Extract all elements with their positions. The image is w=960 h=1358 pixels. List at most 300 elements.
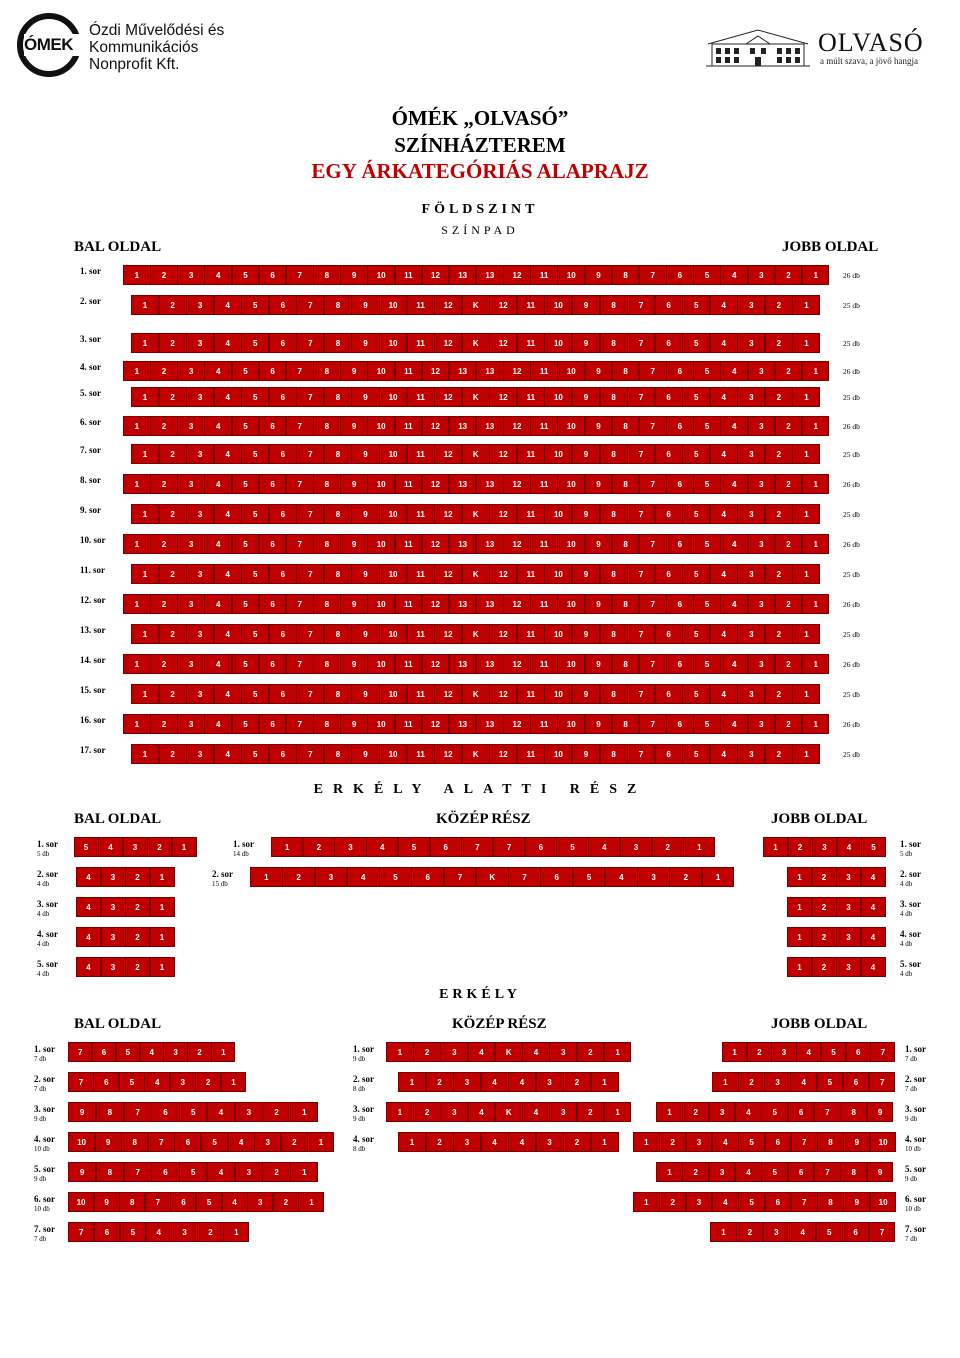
seat[interactable]: 7 [286, 265, 314, 285]
seat[interactable]: 10 [367, 654, 395, 674]
seat[interactable]: 3 [177, 654, 205, 674]
seat[interactable]: 2 [659, 1132, 686, 1152]
seat[interactable]: 12 [434, 744, 462, 764]
seat[interactable]: 13 [449, 474, 477, 494]
seat[interactable]: 12 [489, 444, 517, 464]
seat[interactable]: 13 [476, 265, 504, 285]
seat[interactable]: 3 [101, 897, 126, 917]
seat[interactable]: 7 [639, 714, 667, 734]
seat[interactable]: 1 [271, 837, 303, 857]
seat[interactable]: 5 [232, 416, 260, 436]
seat[interactable]: 8 [324, 504, 352, 524]
seat[interactable]: 10 [544, 624, 572, 644]
seat[interactable]: 4 [861, 957, 886, 977]
seat[interactable]: 6 [788, 1102, 815, 1122]
seat[interactable]: 2 [125, 867, 150, 887]
seat[interactable]: 5 [241, 504, 269, 524]
seat[interactable]: 4 [204, 594, 232, 614]
seat[interactable]: 7 [869, 1222, 896, 1242]
seat[interactable]: 6 [259, 534, 287, 554]
seat[interactable]: K [462, 387, 490, 407]
seat[interactable]: 1 [656, 1102, 683, 1122]
seat[interactable]: 1 [172, 837, 197, 857]
seat[interactable]: 13 [449, 534, 477, 554]
seat[interactable]: 5 [693, 714, 721, 734]
seat[interactable]: 6 [525, 837, 557, 857]
seat[interactable]: 13 [476, 534, 504, 554]
seat[interactable]: 1 [722, 1042, 747, 1062]
seat[interactable]: 8 [313, 534, 341, 554]
seat[interactable]: 3 [334, 837, 366, 857]
seat[interactable]: 13 [476, 654, 504, 674]
seat[interactable]: K [462, 504, 490, 524]
seat[interactable]: 8 [313, 594, 341, 614]
seat[interactable]: 1 [591, 1072, 619, 1092]
seat[interactable]: 6 [259, 265, 287, 285]
seat[interactable]: 1 [802, 594, 830, 614]
seat[interactable]: 8 [612, 265, 640, 285]
seat[interactable]: 4 [720, 654, 748, 674]
seat[interactable]: 8 [324, 744, 352, 764]
seat[interactable]: 1 [792, 444, 820, 464]
seat[interactable]: K [476, 867, 509, 887]
seat[interactable]: 3 [247, 1192, 273, 1212]
seat[interactable]: 3 [620, 837, 652, 857]
seat[interactable]: 3 [453, 1132, 481, 1152]
seat[interactable]: 6 [151, 1162, 179, 1182]
seat[interactable]: 1 [802, 654, 830, 674]
seat[interactable]: 4 [214, 684, 242, 704]
seat[interactable]: 7 [627, 444, 655, 464]
seat[interactable]: 1 [298, 1192, 324, 1212]
seat[interactable]: 9 [585, 714, 613, 734]
seat[interactable]: 10 [544, 444, 572, 464]
seat[interactable]: 10 [870, 1192, 897, 1212]
seat[interactable]: 10 [379, 444, 407, 464]
seat[interactable]: 3 [637, 867, 670, 887]
seat[interactable]: 10 [544, 333, 572, 353]
seat[interactable]: 1 [792, 744, 820, 764]
seat[interactable]: 8 [324, 624, 352, 644]
seat[interactable]: 5 [816, 1222, 843, 1242]
seat[interactable]: 4 [720, 265, 748, 285]
seat[interactable]: 11 [517, 295, 545, 315]
seat[interactable]: 3 [177, 594, 205, 614]
seat[interactable]: 5 [693, 654, 721, 674]
seat[interactable]: 10 [367, 594, 395, 614]
seat[interactable]: 11 [407, 564, 435, 584]
seat[interactable]: 12 [489, 564, 517, 584]
seat[interactable]: 9 [340, 714, 368, 734]
seat[interactable]: 2 [125, 927, 150, 947]
seat[interactable]: 10 [367, 474, 395, 494]
seat[interactable]: 3 [737, 333, 765, 353]
seat[interactable]: 9 [572, 624, 600, 644]
seat[interactable]: 13 [476, 714, 504, 734]
seat[interactable]: 7 [639, 416, 667, 436]
seat[interactable]: 8 [600, 744, 628, 764]
seat[interactable]: 10 [367, 416, 395, 436]
seat[interactable]: 2 [788, 837, 813, 857]
seat[interactable]: 7 [286, 361, 314, 381]
seat[interactable]: 4 [76, 957, 101, 977]
seat[interactable]: 1 [710, 1222, 737, 1242]
seat[interactable]: 7 [627, 295, 655, 315]
seat[interactable]: 7 [286, 594, 314, 614]
seat[interactable]: 9 [351, 684, 379, 704]
seat[interactable]: 2 [150, 361, 178, 381]
seat[interactable]: 1 [123, 654, 151, 674]
seat[interactable]: 4 [204, 714, 232, 734]
seat[interactable]: 1 [290, 1162, 318, 1182]
seat[interactable]: 4 [720, 594, 748, 614]
seat[interactable]: 7 [145, 1192, 171, 1212]
seat[interactable]: 9 [867, 1162, 894, 1182]
seat[interactable]: 1 [123, 594, 151, 614]
seat[interactable]: 11 [407, 684, 435, 704]
seat[interactable]: 3 [440, 1102, 468, 1122]
seat[interactable]: 4 [214, 387, 242, 407]
seat[interactable]: 4 [710, 624, 738, 644]
seat[interactable]: 1 [131, 295, 159, 315]
seat[interactable]: 4 [710, 387, 738, 407]
seat[interactable]: 3 [748, 714, 776, 734]
seat[interactable]: 2 [197, 1222, 223, 1242]
seat[interactable]: 6 [843, 1072, 870, 1092]
seat[interactable]: 6 [170, 1192, 196, 1212]
seat[interactable]: 8 [612, 714, 640, 734]
seat[interactable]: 5 [821, 1042, 846, 1062]
seat[interactable]: 4 [588, 837, 620, 857]
seat[interactable]: 9 [572, 444, 600, 464]
seat[interactable]: 2 [159, 564, 187, 584]
seat[interactable]: 9 [572, 295, 600, 315]
seat[interactable]: 7 [296, 504, 324, 524]
seat[interactable]: 6 [655, 295, 683, 315]
seat[interactable]: 2 [775, 534, 803, 554]
seat[interactable]: 12 [434, 387, 462, 407]
seat[interactable]: 3 [186, 564, 214, 584]
seat[interactable]: 6 [666, 654, 694, 674]
seat[interactable]: 4 [204, 265, 232, 285]
seat[interactable]: 7 [286, 534, 314, 554]
seat[interactable]: 3 [186, 387, 214, 407]
seat[interactable]: 12 [489, 744, 517, 764]
seat[interactable]: 9 [351, 564, 379, 584]
seat[interactable]: 4 [76, 897, 101, 917]
seat[interactable]: 2 [262, 1162, 290, 1182]
seat[interactable]: 2 [195, 1072, 221, 1092]
seat[interactable]: 5 [241, 295, 269, 315]
seat[interactable]: 4 [481, 1132, 509, 1152]
seat[interactable]: 7 [639, 265, 667, 285]
seat[interactable]: 7 [296, 333, 324, 353]
seat[interactable]: 13 [449, 265, 477, 285]
seat[interactable]: 12 [434, 504, 462, 524]
seat[interactable]: 4 [98, 837, 123, 857]
seat[interactable]: 8 [324, 333, 352, 353]
seat[interactable]: 11 [395, 534, 423, 554]
seat[interactable]: 5 [693, 416, 721, 436]
seat[interactable]: 3 [186, 624, 214, 644]
seat[interactable]: 1 [702, 867, 735, 887]
seat[interactable]: 5 [682, 624, 710, 644]
seat[interactable]: 12 [503, 594, 531, 614]
seat[interactable]: 11 [395, 654, 423, 674]
seat[interactable]: 5 [232, 654, 260, 674]
seat[interactable]: 2 [159, 624, 187, 644]
seat[interactable]: 4 [790, 1072, 817, 1092]
seat[interactable]: 5 [761, 1102, 788, 1122]
seat[interactable]: 2 [187, 1042, 211, 1062]
seat[interactable]: 7 [286, 654, 314, 674]
seat[interactable]: 1 [131, 624, 159, 644]
seat[interactable]: 8 [119, 1192, 145, 1212]
seat[interactable]: 6 [655, 444, 683, 464]
seat[interactable]: 8 [600, 684, 628, 704]
seat[interactable]: 5 [682, 333, 710, 353]
seat[interactable]: 1 [792, 387, 820, 407]
seat[interactable]: 6 [666, 714, 694, 734]
seat[interactable]: 9 [340, 594, 368, 614]
seat[interactable]: 1 [787, 897, 812, 917]
seat[interactable]: 7 [627, 504, 655, 524]
seat[interactable]: 1 [150, 897, 175, 917]
seat[interactable]: 6 [655, 564, 683, 584]
seat[interactable]: 11 [530, 714, 558, 734]
seat[interactable]: 2 [150, 534, 178, 554]
seat[interactable]: 3 [737, 744, 765, 764]
seat[interactable]: 2 [159, 333, 187, 353]
seat[interactable]: 7 [791, 1192, 818, 1212]
seat[interactable]: 2 [775, 714, 803, 734]
seat[interactable]: 9 [340, 416, 368, 436]
seat[interactable]: 4 [204, 654, 232, 674]
seat[interactable]: 2 [159, 504, 187, 524]
seat[interactable]: 8 [600, 504, 628, 524]
seat[interactable]: 7 [124, 1162, 152, 1182]
seat[interactable]: 4 [735, 1162, 762, 1182]
seat[interactable]: 8 [612, 474, 640, 494]
seat[interactable]: 5 [241, 744, 269, 764]
seat[interactable]: 7 [869, 1072, 896, 1092]
seat[interactable]: 2 [747, 1042, 772, 1062]
seat[interactable]: 2 [775, 361, 803, 381]
seat[interactable]: 11 [407, 504, 435, 524]
seat[interactable]: 9 [68, 1102, 96, 1122]
seat[interactable]: 8 [600, 295, 628, 315]
seat[interactable]: 8 [324, 564, 352, 584]
seat[interactable]: 6 [655, 624, 683, 644]
seat[interactable]: 5 [682, 387, 710, 407]
seat[interactable]: 5 [119, 1072, 145, 1092]
seat[interactable]: 9 [351, 744, 379, 764]
seat[interactable]: 10 [557, 594, 585, 614]
seat[interactable]: 12 [503, 714, 531, 734]
seat[interactable]: 12 [422, 594, 450, 614]
seat[interactable]: 9 [340, 474, 368, 494]
seat[interactable]: 4 [710, 295, 738, 315]
seat[interactable]: 6 [655, 333, 683, 353]
seat[interactable]: 3 [836, 927, 861, 947]
seat[interactable]: 1 [131, 564, 159, 584]
seat[interactable]: 9 [351, 624, 379, 644]
seat[interactable]: 9 [572, 684, 600, 704]
seat[interactable]: 4 [712, 1132, 739, 1152]
seat[interactable]: 12 [422, 416, 450, 436]
seat[interactable]: 2 [765, 444, 793, 464]
seat[interactable]: 4 [214, 444, 242, 464]
seat[interactable]: 6 [540, 867, 573, 887]
seat[interactable]: 12 [489, 624, 517, 644]
seat[interactable]: 6 [842, 1222, 869, 1242]
seat[interactable]: 2 [150, 265, 178, 285]
seat[interactable]: 2 [652, 837, 684, 857]
seat[interactable]: 8 [612, 361, 640, 381]
seat[interactable]: 10 [379, 744, 407, 764]
seat[interactable]: 12 [489, 504, 517, 524]
seat[interactable]: 2 [563, 1132, 591, 1152]
seat[interactable]: 3 [101, 867, 126, 887]
seat[interactable]: 6 [846, 1042, 871, 1062]
seat[interactable]: 1 [223, 1222, 249, 1242]
seat[interactable]: 6 [269, 504, 297, 524]
seat[interactable]: 4 [712, 1192, 739, 1212]
seat[interactable]: 6 [259, 361, 287, 381]
seat[interactable]: 13 [449, 361, 477, 381]
seat[interactable]: 8 [840, 1102, 867, 1122]
seat[interactable]: 2 [413, 1102, 441, 1122]
seat[interactable]: 7 [627, 744, 655, 764]
seat[interactable]: 10 [544, 744, 572, 764]
seat[interactable]: 1 [792, 564, 820, 584]
seat[interactable]: 6 [666, 265, 694, 285]
seat[interactable]: 3 [771, 1042, 796, 1062]
seat[interactable]: 7 [493, 837, 525, 857]
seat[interactable]: 5 [738, 1192, 765, 1212]
seat[interactable]: 4 [228, 1132, 255, 1152]
seat[interactable]: 1 [683, 837, 715, 857]
seat[interactable]: 9 [351, 333, 379, 353]
seat[interactable]: 11 [395, 416, 423, 436]
seat[interactable]: 1 [604, 1042, 632, 1062]
seat[interactable]: 9 [585, 654, 613, 674]
seat[interactable]: 4 [468, 1042, 496, 1062]
seat[interactable]: 12 [489, 684, 517, 704]
seat[interactable]: 2 [150, 416, 178, 436]
seat[interactable]: 2 [775, 594, 803, 614]
seat[interactable]: 1 [787, 867, 812, 887]
seat[interactable]: 3 [737, 387, 765, 407]
seat[interactable]: K [462, 744, 490, 764]
seat[interactable]: 11 [395, 265, 423, 285]
seat[interactable]: 1 [386, 1102, 414, 1122]
seat[interactable]: 3 [737, 564, 765, 584]
seat[interactable]: 9 [351, 444, 379, 464]
seat[interactable]: 5 [232, 474, 260, 494]
seat[interactable]: 7 [296, 387, 324, 407]
seat[interactable]: 1 [712, 1072, 739, 1092]
seat[interactable]: 9 [94, 1192, 120, 1212]
seat[interactable]: 3 [186, 295, 214, 315]
seat[interactable]: 6 [92, 1042, 116, 1062]
seat[interactable]: 10 [544, 684, 572, 704]
seat[interactable]: 1 [787, 927, 812, 947]
seat[interactable]: 1 [633, 1192, 660, 1212]
seat[interactable]: 2 [812, 897, 837, 917]
seat[interactable]: 10 [544, 295, 572, 315]
seat[interactable]: 8 [313, 474, 341, 494]
seat[interactable]: 1 [802, 474, 830, 494]
seat[interactable]: 11 [530, 416, 558, 436]
seat[interactable]: K [495, 1102, 523, 1122]
seat[interactable]: 1 [250, 867, 283, 887]
seat[interactable]: 10 [367, 714, 395, 734]
seat[interactable]: 5 [241, 624, 269, 644]
seat[interactable]: 2 [281, 1132, 308, 1152]
seat[interactable]: 4 [214, 564, 242, 584]
seat[interactable]: 6 [259, 594, 287, 614]
seat[interactable]: 12 [434, 295, 462, 315]
seat[interactable]: 6 [259, 654, 287, 674]
seat[interactable]: 11 [395, 474, 423, 494]
seat[interactable]: K [462, 564, 490, 584]
seat[interactable]: 5 [74, 837, 99, 857]
seat[interactable]: 2 [159, 387, 187, 407]
seat[interactable]: 3 [536, 1072, 564, 1092]
seat[interactable]: 6 [655, 504, 683, 524]
seat[interactable]: 1 [307, 1132, 334, 1152]
seat[interactable]: 2 [125, 957, 150, 977]
seat[interactable]: 1 [792, 504, 820, 524]
seat[interactable]: 2 [765, 624, 793, 644]
seat[interactable]: 5 [682, 744, 710, 764]
seat[interactable]: 11 [395, 714, 423, 734]
seat[interactable]: 2 [765, 504, 793, 524]
seat[interactable]: 3 [764, 1072, 791, 1092]
seat[interactable]: 2 [775, 474, 803, 494]
seat[interactable]: 2 [682, 1162, 709, 1182]
seat[interactable]: 8 [817, 1192, 844, 1212]
seat[interactable]: 5 [682, 504, 710, 524]
seat[interactable]: 6 [269, 333, 297, 353]
seat[interactable]: 4 [720, 361, 748, 381]
seat[interactable]: 7 [68, 1042, 92, 1062]
seat[interactable]: 2 [577, 1042, 605, 1062]
seat[interactable]: 3 [170, 1072, 196, 1092]
seat[interactable]: 3 [737, 504, 765, 524]
seat[interactable]: 1 [763, 837, 788, 857]
seat[interactable]: 7 [296, 564, 324, 584]
seat[interactable]: 5 [693, 265, 721, 285]
seat[interactable]: 3 [737, 444, 765, 464]
seat[interactable]: 1 [604, 1102, 632, 1122]
seat[interactable]: 10 [557, 416, 585, 436]
seat[interactable]: 11 [530, 594, 558, 614]
seat[interactable]: 10 [367, 361, 395, 381]
seat[interactable]: 13 [476, 416, 504, 436]
seat[interactable]: 8 [324, 387, 352, 407]
seat[interactable]: 7 [286, 416, 314, 436]
seat[interactable]: 4 [710, 504, 738, 524]
seat[interactable]: 3 [177, 265, 205, 285]
seat[interactable]: K [495, 1042, 523, 1062]
seat[interactable]: 6 [430, 837, 462, 857]
seat[interactable]: 12 [434, 684, 462, 704]
seat[interactable]: 2 [812, 867, 837, 887]
seat[interactable]: 3 [763, 1222, 790, 1242]
seat[interactable]: 3 [836, 897, 861, 917]
